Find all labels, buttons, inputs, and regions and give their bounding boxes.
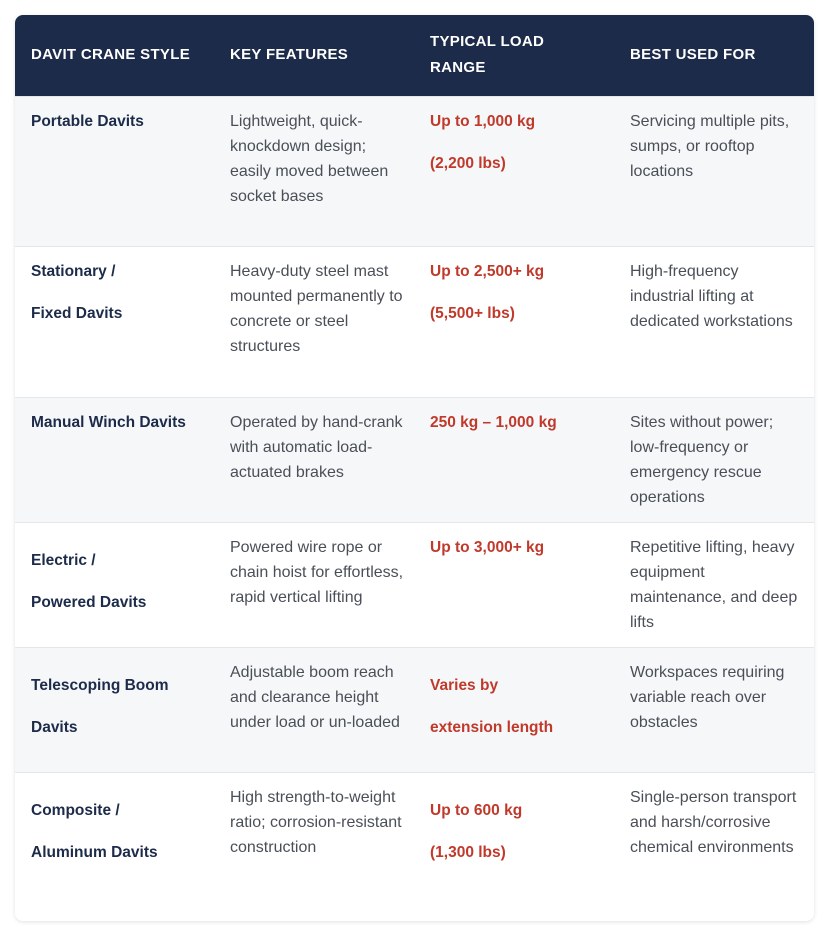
row-features-text: Lightweight, quick-knockdown design; easily moved between socket bases <box>230 112 389 205</box>
row-features-text: Operated by hand-crank with automatic load-actuated brakes <box>230 413 403 481</box>
row-load-cell <box>414 397 614 522</box>
row-use-text: Sites without power; low-frequency or emergency rescue operations <box>630 413 774 506</box>
davit-comparison-table-card <box>15 15 814 921</box>
row-use-cell <box>614 96 814 246</box>
row-features-text: High strength-to-weight ratio; corrosion-resistant construction <box>230 788 402 856</box>
header-features-label: KEY FEATURES <box>230 46 349 64</box>
row-style-cell <box>15 246 214 397</box>
header-style <box>15 15 214 96</box>
row-load-line: Up to 3,000+ kg <box>430 538 545 556</box>
row-use-cell <box>614 522 814 647</box>
row-load-cell <box>414 772 614 921</box>
table-header <box>15 15 814 96</box>
table-body <box>15 96 814 921</box>
row-use-cell <box>614 246 814 397</box>
row-use-text: Single-person transport and harsh/corrosive chemical environments <box>630 788 797 856</box>
row-features-cell <box>214 96 414 246</box>
row-use-text: Workspaces requiring variable reach over obstacles <box>630 663 785 731</box>
row-style-name: Davits <box>31 718 78 736</box>
row-load-cell <box>414 522 614 647</box>
row-features-text: Powered wire rope or chain hoist for effortless, rapid vertical lifting <box>230 538 404 606</box>
table-row <box>15 96 814 246</box>
row-load-cell <box>414 647 614 772</box>
row-style-cell <box>15 96 214 246</box>
header-row <box>15 15 814 96</box>
table-row <box>15 647 814 772</box>
row-style-cell <box>15 772 214 921</box>
row-use-text: High-frequency industrial lifting at dedicated workstations <box>630 262 793 330</box>
row-style-cell <box>15 522 214 647</box>
header-use <box>614 15 814 96</box>
row-use-text: Repetitive lifting, heavy equipment maintenance, and deep lifts <box>630 538 798 631</box>
row-style-name: Electric / <box>31 551 96 569</box>
row-style-name: Manual Winch Davits <box>31 413 186 431</box>
row-style-name: Stationary / <box>31 262 116 280</box>
row-features-cell <box>214 397 414 522</box>
table-row <box>15 246 814 397</box>
row-style-name: Powered Davits <box>31 593 147 611</box>
row-load-line: Varies by <box>430 676 499 694</box>
header-load-label: TYPICAL LOAD RANGE <box>430 33 545 77</box>
row-style-name: Aluminum Davits <box>31 843 158 861</box>
row-features-cell <box>214 772 414 921</box>
row-load-line: (1,300 lbs) <box>430 843 506 861</box>
row-style-name: Composite / <box>31 801 120 819</box>
row-features-text: Heavy-duty steel mast mounted permanently to concrete or steel structures <box>230 262 403 355</box>
header-use-label: BEST USED FOR <box>630 46 756 64</box>
row-features-cell <box>214 246 414 397</box>
row-style-name: Telescoping Boom <box>31 676 169 694</box>
row-style-name: Portable Davits <box>31 112 144 130</box>
row-load-line: extension length <box>430 718 554 736</box>
row-load-line: Up to 1,000 kg <box>430 112 536 130</box>
davit-comparison-table <box>15 15 814 921</box>
row-style-name: Fixed Davits <box>31 304 123 322</box>
row-load-line: 250 kg – 1,000 kg <box>430 413 557 431</box>
row-load-line: Up to 600 kg <box>430 801 523 819</box>
row-load-cell <box>414 246 614 397</box>
row-use-text: Servicing multiple pits, sumps, or rooftop locations <box>630 112 790 180</box>
row-features-cell <box>214 522 414 647</box>
table-row <box>15 522 814 647</box>
row-use-cell <box>614 397 814 522</box>
row-load-cell <box>414 96 614 246</box>
row-features-cell <box>214 647 414 772</box>
row-load-line: (5,500+ lbs) <box>430 304 515 322</box>
row-style-cell <box>15 647 214 772</box>
row-use-cell <box>614 647 814 772</box>
header-load <box>414 15 614 96</box>
row-load-line: Up to 2,500+ kg <box>430 262 545 280</box>
row-style-cell <box>15 397 214 522</box>
table-row <box>15 397 814 522</box>
header-features <box>214 15 414 96</box>
table-row <box>15 772 814 921</box>
row-load-line: (2,200 lbs) <box>430 154 506 172</box>
header-style-label: DAVIT CRANE STYLE <box>31 46 190 64</box>
row-features-text: Adjustable boom reach and clearance height under load or un-loaded <box>230 663 400 731</box>
row-use-cell <box>614 772 814 921</box>
